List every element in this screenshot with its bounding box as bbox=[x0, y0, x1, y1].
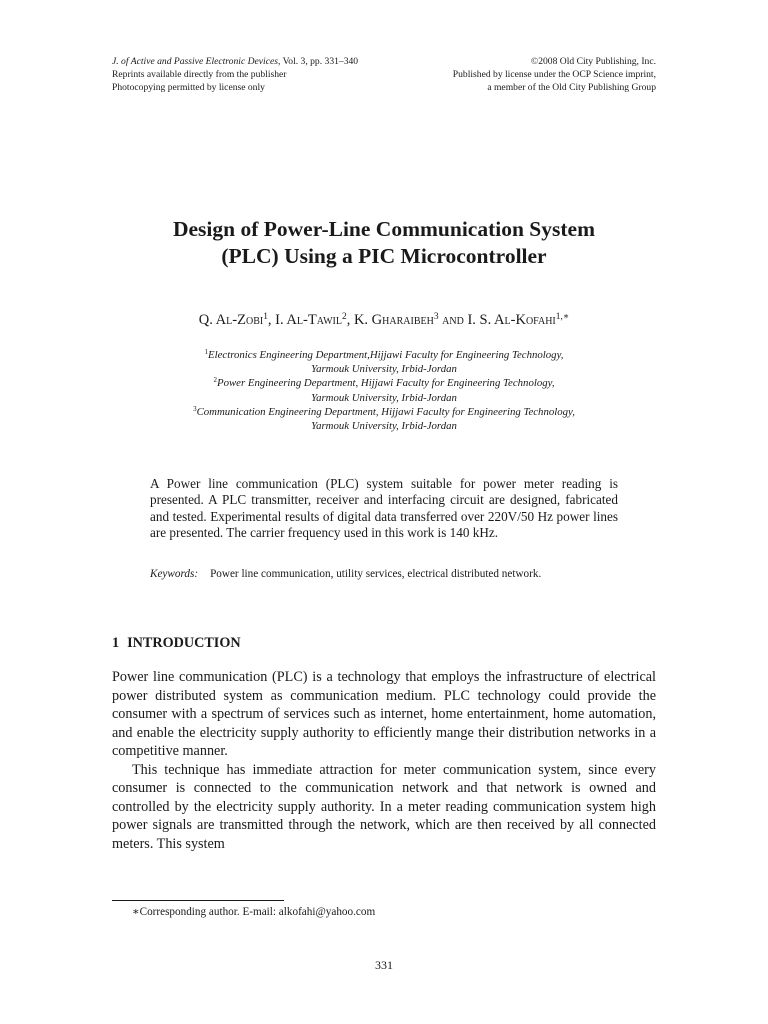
keywords-text: Power line communication, utility services, electrical distributed network. bbox=[210, 568, 542, 580]
author-list: Q. Al-Zobi$^1$, I. Al-Tawil$^2$, K. Gharaibeh$^3$ and I. S. Al-Kofahi$^{1,∗}$ bbox=[198, 311, 570, 328]
abstract bbox=[150, 476, 618, 541]
affiliation: $^3$Communication Engineering Department, Hijjawi Faculty for Engineering Technology, bbox=[193, 404, 575, 418]
body-text bbox=[112, 668, 656, 853]
author: Q. Al-Zobi$^1$ bbox=[198, 311, 268, 328]
copyright-line: ©2008 Old City Publishing, Inc. bbox=[530, 56, 656, 67]
affiliations bbox=[90, 348, 678, 433]
author-conjunction: and bbox=[442, 312, 464, 328]
title-line-1: Design of Power-Line Communication System bbox=[172, 217, 595, 241]
affiliation-location: Yarmouk University, Irbid-Jordan bbox=[311, 363, 457, 376]
running-header-right bbox=[453, 55, 656, 94]
journal-citation bbox=[112, 55, 358, 68]
title-line-2: (PLC) Using a PIC Microcontroller bbox=[221, 244, 547, 268]
affiliation: $^1$Electronics Engineering Department,Hijjawi Faculty for Engineering Technology, bbox=[204, 348, 564, 361]
affiliation-location: Yarmouk University, Irbid-Jordan bbox=[311, 391, 457, 404]
license-line: Published by license under the OCP Science imprint, bbox=[452, 69, 656, 80]
section-heading bbox=[112, 635, 241, 652]
footnote bbox=[132, 905, 375, 919]
footnote-mark: ∗ bbox=[132, 906, 140, 918]
footnote-text: Corresponding author. E-mail: alkofahi@yahoo.com bbox=[139, 906, 376, 918]
reprints-note: Reprints available directly from the publisher bbox=[112, 69, 287, 80]
journal-volume: Vol. 3, pp. 331–340 bbox=[282, 56, 359, 67]
paper-title bbox=[100, 216, 668, 270]
running-header-left bbox=[112, 55, 358, 94]
paragraph: This technique has immediate attraction for meter communication system, since every consumer is connected to the communication network and that network is owned and controlled by the electricity supply authority. In a meter reading communication system high power signals are transmitted through the network, which are then received by all connected meters. This system bbox=[112, 761, 656, 852]
section-number: 1 bbox=[112, 635, 120, 651]
journal-name: J. of Active and Passive Electronic Devices, bbox=[112, 56, 281, 67]
affiliation-location: Yarmouk University, Irbid-Jordan bbox=[311, 420, 457, 433]
keywords-label: Keywords: bbox=[150, 568, 199, 580]
author: I. S. Al-Kofahi$^{1,∗}$ bbox=[467, 311, 570, 328]
abstract-text: A Power line communication (PLC) system suitable for power meter reading is presented. A PLC transmitter, receiver and interfacing circuit are designed, fabricated and tested. Experimental results of digital data transferred over 220V/50 Hz power lines are presented. The carrier frequency used in this work is 140 kHz. bbox=[150, 476, 618, 540]
page-number: 331 bbox=[375, 958, 393, 972]
keywords bbox=[150, 567, 618, 583]
paragraph: Power line communication (PLC) is a technology that employs the infrastructure of electrical power distributed system as communication medium. PLC technology could provide the consumer with a spectrum of services such as internet, home entertainment, home automation, and enable the electricity supply authority to efficiently mange their distribution networks in a competitive manner. bbox=[112, 669, 656, 759]
publisher-group-line: a member of the Old City Publishing Group bbox=[487, 82, 656, 93]
footnote-rule bbox=[112, 900, 284, 901]
affiliation: $^2$Power Engineering Department, Hijjawi Faculty for Engineering Technology, bbox=[213, 376, 555, 390]
author: I. Al-Tawil$^2$ bbox=[275, 311, 347, 328]
section-title: INTRODUCTION bbox=[127, 635, 241, 651]
author: K. Gharaibeh$^3$ bbox=[353, 311, 439, 328]
photocopying-note: Photocopying permitted by license only bbox=[112, 82, 265, 93]
